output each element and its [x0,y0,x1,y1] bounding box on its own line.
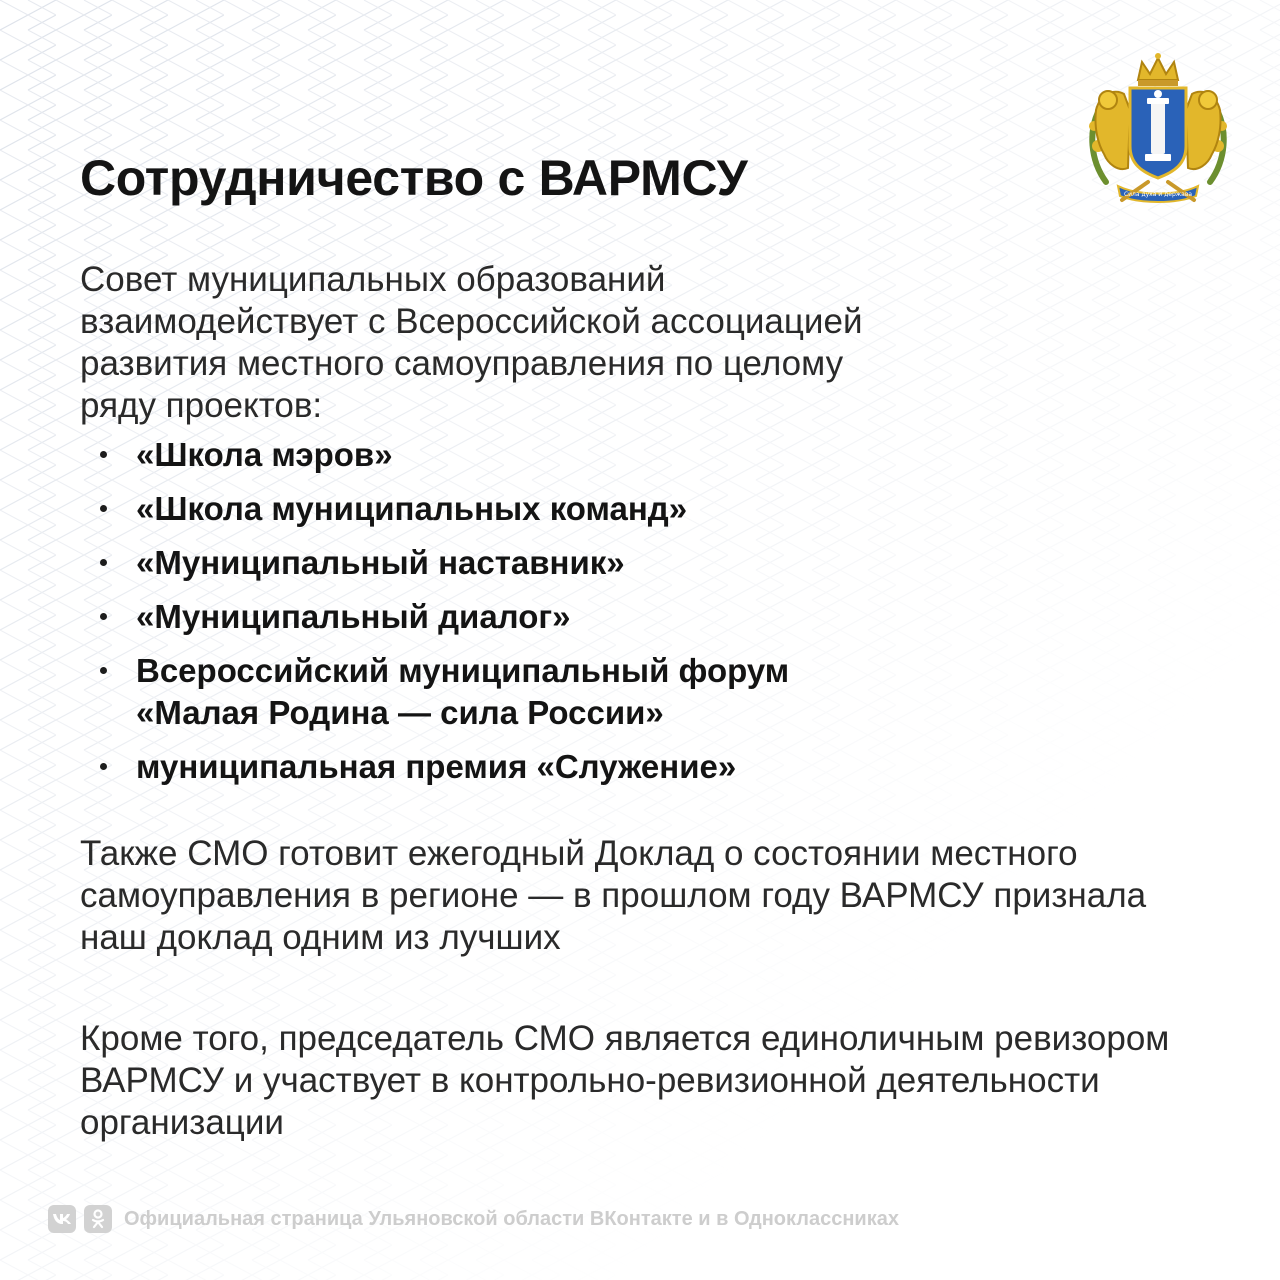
project-list [100,434,920,800]
bullet-icon [100,505,107,512]
list-item [100,596,920,638]
list-item [100,650,920,734]
intro-paragraph: Совет муниципальных образований взаимодействует с Всероссийской ассоциацией развития местного самоуправления по целому ряду проектов: [80,260,863,425]
bullet-icon [100,559,107,566]
footer-text: Официальная страница Ульяновской области ВКонтакте и в Одноклассниках [124,1207,899,1230]
list-item-label: «Муниципальный диалог» [136,598,571,635]
list-item [100,434,920,476]
list-item-label: «Школа муниципальных команд» [136,490,688,527]
list-item-label: Всероссийский муниципальный форум «Малая Родина — сила России» [136,652,790,731]
vk-icon[interactable] [48,1205,76,1233]
ulyanovsk-coat-of-arms-icon [1078,50,1238,210]
emblem-motto: Сила духа и держава [1123,191,1193,198]
footer [48,1204,899,1234]
page-title: Сотрудничество с ВАРМСУ [80,150,748,206]
odnoklassniki-icon[interactable] [84,1205,112,1233]
list-item-label: муниципальная премия «Служение» [136,748,737,785]
bullet-icon [100,763,107,770]
bullet-icon [100,667,107,674]
bullet-icon [100,451,107,458]
list-item [100,542,920,584]
list-item-label: «Школа мэров» [136,436,393,473]
list-item-label: «Муниципальный наставник» [136,544,625,581]
list-item [100,488,920,530]
bullet-icon [100,613,107,620]
revisor-paragraph: Кроме того, председатель СМО является единоличным ревизором ВАРМСУ и участвует в контрольно-ревизионной деятельности организации [80,1019,1170,1142]
report-paragraph: Также СМО готовит ежегодный Доклад о состоянии местного самоуправления в регионе — в прошлом году ВАРМСУ признала наш доклад одним из лучших [80,834,1147,957]
list-item [100,746,920,788]
